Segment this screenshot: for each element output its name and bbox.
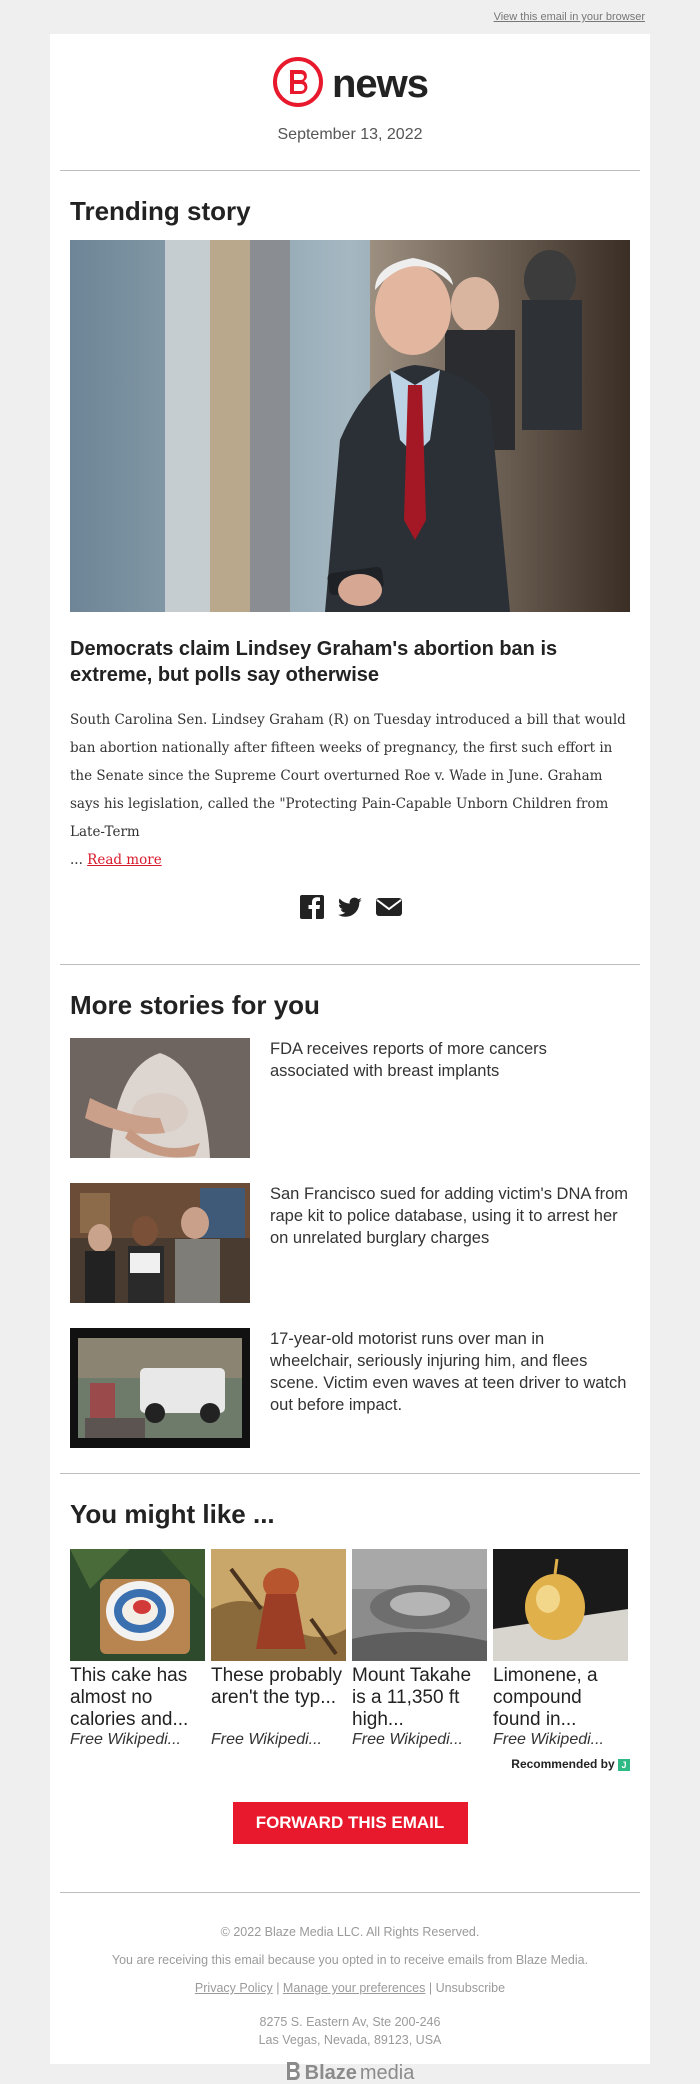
recommended-by-label: Recommended by bbox=[511, 1757, 615, 1771]
share-bar bbox=[50, 874, 650, 944]
summary-text: South Carolina Sen. Lindsey Graham (R) on Tuesday introduced a bill that would ban abortion nationally after fifteen weeks of pregnancy, the first such effort in the Senate since the Supreme Court overturned Roe v. Wade in June. Graham says his legislation, called the "Protecting Pain-Capable Unborn Children from Late-Term bbox=[70, 712, 626, 840]
trending-hero-image[interactable] bbox=[70, 240, 630, 612]
view-in-browser-link[interactable]: View this email in your browser bbox=[493, 11, 645, 23]
you-might-like-title: You might like ... bbox=[70, 1499, 275, 1529]
masthead bbox=[50, 34, 650, 170]
manage-preferences-link[interactable]: Manage your preferences bbox=[282, 1981, 426, 1995]
story-item[interactable] bbox=[50, 1328, 650, 1448]
logo-wordmark: news bbox=[331, 61, 429, 106]
recommendation-image[interactable] bbox=[352, 1549, 487, 1661]
recommendation-source: Free Wikipedi... bbox=[211, 1731, 322, 1748]
summary-ellipsis: ... bbox=[70, 852, 88, 868]
recommendation-title[interactable]: This cake has almost no calories and... bbox=[70, 1665, 189, 1730]
story-thumbnail[interactable] bbox=[70, 1183, 250, 1303]
read-more-link[interactable]: Read more bbox=[87, 852, 162, 868]
recommendation-image[interactable] bbox=[211, 1549, 346, 1661]
story-title[interactable]: San Francisco sued for adding victim's DNA from rape kit to police database, using it to arrest her on unrelated burglary charges bbox=[270, 1185, 629, 1247]
story-thumbnail[interactable] bbox=[70, 1038, 250, 1158]
privacy-policy-link[interactable]: Privacy Policy bbox=[194, 1981, 273, 1995]
postal-address bbox=[50, 2013, 650, 2049]
email-card bbox=[50, 34, 650, 2084]
story-title[interactable]: 17-year-old motorist runs over man in wheelchair, seriously injuring him, and flees scene. Victim even waves at teen driver to watch out before impact. bbox=[270, 1330, 627, 1414]
recommendation-source: Free Wikipedi... bbox=[70, 1731, 181, 1748]
recommendation-item[interactable] bbox=[211, 1549, 346, 1749]
blaze-media-logo[interactable] bbox=[50, 2061, 650, 2084]
address-line-2: Las Vegas, Nevada, 89123, USA bbox=[258, 2033, 442, 2047]
facebook-icon[interactable] bbox=[299, 894, 325, 920]
opt-in-notice: You are receiving this email because you opted in to receive emails from Blaze Media. bbox=[111, 1953, 589, 1967]
unsubscribe-link[interactable]: Unsubscribe bbox=[435, 1981, 506, 1995]
recommendation-image[interactable] bbox=[493, 1549, 628, 1661]
brand-word-media: media bbox=[359, 2061, 415, 2084]
story-title[interactable]: FDA receives reports of more cancers associated with breast implants bbox=[270, 1040, 547, 1080]
recommendation-source: Free Wikipedi... bbox=[493, 1731, 604, 1748]
story-item[interactable] bbox=[50, 1038, 650, 1158]
email-icon[interactable] bbox=[375, 894, 401, 920]
recommendation-item[interactable] bbox=[352, 1549, 487, 1749]
trending-section-title: Trending story bbox=[70, 196, 251, 226]
issue-date: September 13, 2022 bbox=[277, 126, 423, 143]
twitter-icon[interactable] bbox=[337, 894, 363, 920]
recommendation-item[interactable] bbox=[493, 1549, 628, 1749]
footer bbox=[50, 1893, 650, 2084]
story-item[interactable] bbox=[50, 1183, 650, 1303]
footer-links bbox=[50, 1979, 650, 1997]
recommendation-item[interactable] bbox=[70, 1549, 205, 1749]
recommendation-title[interactable]: These probably aren't the typ... bbox=[211, 1665, 342, 1708]
recommendation-source: Free Wikipedi... bbox=[352, 1731, 463, 1748]
recommendations bbox=[50, 1549, 650, 1749]
separator: | bbox=[425, 1981, 436, 1995]
more-stories-title: More stories for you bbox=[70, 990, 320, 1020]
blaze-b-logo-icon bbox=[272, 56, 324, 113]
copyright: © 2022 Blaze Media LLC. All Rights Reserved. bbox=[220, 1925, 480, 1939]
recommender-logo-icon: J bbox=[618, 1759, 630, 1771]
recommendation-image[interactable] bbox=[70, 1549, 205, 1661]
news-logo[interactable] bbox=[50, 54, 650, 114]
address-line-1: 8275 S. Eastern Av, Ste 200-246 bbox=[259, 2015, 441, 2029]
story-thumbnail[interactable] bbox=[70, 1328, 250, 1448]
forward-section bbox=[50, 1781, 650, 1892]
top-bar bbox=[0, 0, 700, 34]
forward-email-button[interactable]: FORWARD THIS EMAIL bbox=[233, 1802, 468, 1844]
recommended-by[interactable] bbox=[50, 1749, 650, 1781]
brand-word: Blaze bbox=[304, 2061, 357, 2084]
trending-summary bbox=[50, 688, 650, 874]
trending-headline[interactable]: Democrats claim Lindsey Graham's abortion ban is extreme, but polls say otherwise bbox=[70, 638, 558, 686]
separator: | bbox=[272, 1981, 283, 1995]
recommendation-title[interactable]: Limonene, a compound found in... bbox=[493, 1665, 598, 1730]
blaze-b-logo-icon bbox=[286, 2061, 302, 2084]
recommendation-title[interactable]: Mount Takahe is a 11,350 ft high... bbox=[352, 1665, 472, 1730]
